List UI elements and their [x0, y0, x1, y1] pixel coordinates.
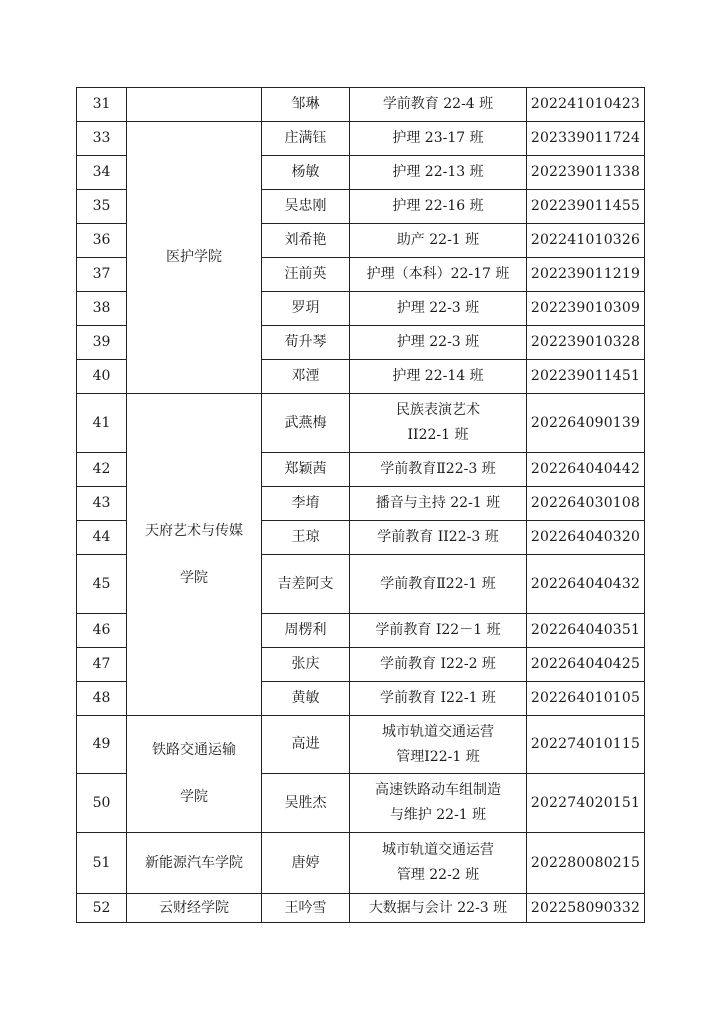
- class-name: 学前教育 I22-2 班: [350, 648, 527, 682]
- class-name: 护理 22-16 班: [350, 190, 527, 224]
- student-name: 邹琳: [262, 88, 350, 122]
- row-number: 45: [77, 555, 127, 614]
- row-number: 42: [77, 453, 127, 487]
- student-id: 202264090139: [527, 394, 645, 453]
- student-name: 刘希艳: [262, 224, 350, 258]
- college-cell: [127, 88, 262, 122]
- class-name: [350, 716, 527, 774]
- student-name: 高进: [262, 716, 350, 774]
- student-id: 202258090332: [527, 894, 645, 923]
- student-id: 202264040320: [527, 521, 645, 555]
- row-number: 52: [77, 894, 127, 923]
- student-id: 202339011724: [527, 122, 645, 156]
- class-name: 护理 22-3 班: [350, 292, 527, 326]
- student-name: 张庆: [262, 648, 350, 682]
- class-name: 护理 22-13 班: [350, 156, 527, 190]
- class-name: 护理 23-17 班: [350, 122, 527, 156]
- student-name: 杨敏: [262, 156, 350, 190]
- college-line: 学院: [180, 569, 208, 586]
- class-name: 护理 22-3 班: [350, 326, 527, 360]
- student-name: 吉差阿支: [262, 555, 350, 614]
- class-line: 管理 22-2 班: [396, 867, 480, 883]
- row-number: 37: [77, 258, 127, 292]
- student-name: 吴忠刚: [262, 190, 350, 224]
- row-number: 49: [77, 716, 127, 774]
- student-id: 202239011338: [527, 156, 645, 190]
- student-name: 邓湮: [262, 360, 350, 394]
- class-name: 学前教育Ⅱ22-3 班: [350, 453, 527, 487]
- student-name: 王吟雪: [262, 894, 350, 923]
- student-id: 202264040351: [527, 614, 645, 648]
- student-roster-table: [76, 87, 645, 923]
- row-number: 31: [77, 88, 127, 122]
- college-cell: [127, 394, 262, 716]
- student-name: 周楞利: [262, 614, 350, 648]
- student-id: 202239011455: [527, 190, 645, 224]
- row-number: 39: [77, 326, 127, 360]
- table-row: [77, 894, 645, 923]
- student-id: 202239010309: [527, 292, 645, 326]
- student-name: 荀升琴: [262, 326, 350, 360]
- class-name: 学前教育 I22－1 班: [350, 614, 527, 648]
- row-number: 50: [77, 774, 127, 833]
- student-name: 王琼: [262, 521, 350, 555]
- class-line: 民族表演艺术: [396, 402, 480, 418]
- class-name: 助产 22-1 班: [350, 224, 527, 258]
- class-line: 管理Ⅰ22-1 班: [396, 748, 480, 765]
- student-id: 202239011451: [527, 360, 645, 394]
- student-id: 202264040442: [527, 453, 645, 487]
- college-cell: 新能源汽车学院: [127, 833, 262, 894]
- class-name: 学前教育 II22-3 班: [350, 521, 527, 555]
- college-cell: 云财经学院: [127, 894, 262, 923]
- student-name: 李堉: [262, 487, 350, 521]
- class-line: 与维护 22-1 班: [389, 807, 487, 823]
- class-name: 学前教育 I22-1 班: [350, 682, 527, 716]
- student-id: 202274010115: [527, 716, 645, 774]
- student-id: 202264040425: [527, 648, 645, 682]
- student-id: 202239011219: [527, 258, 645, 292]
- class-name: 学前教育Ⅱ22-1 班: [350, 555, 527, 614]
- student-name: 汪前英: [262, 258, 350, 292]
- college-line: 天府艺术与传媒: [145, 522, 243, 539]
- table-row: [77, 88, 645, 122]
- row-number: 38: [77, 292, 127, 326]
- class-name: [350, 774, 527, 833]
- class-line: II22-1 班: [407, 427, 469, 443]
- row-number: 41: [77, 394, 127, 453]
- row-number: 33: [77, 122, 127, 156]
- student-id: 202280080215: [527, 833, 645, 894]
- row-number: 47: [77, 648, 127, 682]
- class-name: 播音与主持 22-1 班: [350, 487, 527, 521]
- row-number: 34: [77, 156, 127, 190]
- student-id: 202264040432: [527, 555, 645, 614]
- college-cell: 医护学院: [127, 122, 262, 394]
- class-name: [350, 833, 527, 894]
- student-name: 黄敏: [262, 682, 350, 716]
- class-name: 大数据与会计 22-3 班: [350, 894, 527, 923]
- table-row: [77, 833, 645, 894]
- class-line: 高速铁路动车组制造: [375, 782, 501, 798]
- table-row: [77, 716, 645, 774]
- student-name: 武燕梅: [262, 394, 350, 453]
- college-line: 学院: [180, 789, 208, 805]
- row-number: 40: [77, 360, 127, 394]
- class-line: 城市轨道交通运营: [382, 842, 494, 858]
- college-line: 铁路交通运输: [152, 742, 236, 758]
- table-row: [77, 394, 645, 453]
- student-id: 202264010105: [527, 682, 645, 716]
- student-id: 202264030108: [527, 487, 645, 521]
- student-id: 202239010328: [527, 326, 645, 360]
- student-name: 郑颖茜: [262, 453, 350, 487]
- row-number: 51: [77, 833, 127, 894]
- student-id: 202274020151: [527, 774, 645, 833]
- class-line: 城市轨道交通运营: [382, 723, 494, 740]
- row-number: 46: [77, 614, 127, 648]
- row-number: 36: [77, 224, 127, 258]
- row-number: 48: [77, 682, 127, 716]
- student-id: 202241010423: [527, 88, 645, 122]
- student-name: 吴胜杰: [262, 774, 350, 833]
- class-name: 护理（本科）22-17 班: [350, 258, 527, 292]
- class-name: 学前教育 22-4 班: [350, 88, 527, 122]
- class-name: 护理 22-14 班: [350, 360, 527, 394]
- row-number: 43: [77, 487, 127, 521]
- student-name: 庄满钰: [262, 122, 350, 156]
- college-cell: [127, 716, 262, 833]
- student-name: 唐婷: [262, 833, 350, 894]
- row-number: 44: [77, 521, 127, 555]
- table-row: [77, 122, 645, 156]
- roster-body: [77, 88, 645, 923]
- class-name: [350, 394, 527, 453]
- row-number: 35: [77, 190, 127, 224]
- student-id: 202241010326: [527, 224, 645, 258]
- student-name: 罗玥: [262, 292, 350, 326]
